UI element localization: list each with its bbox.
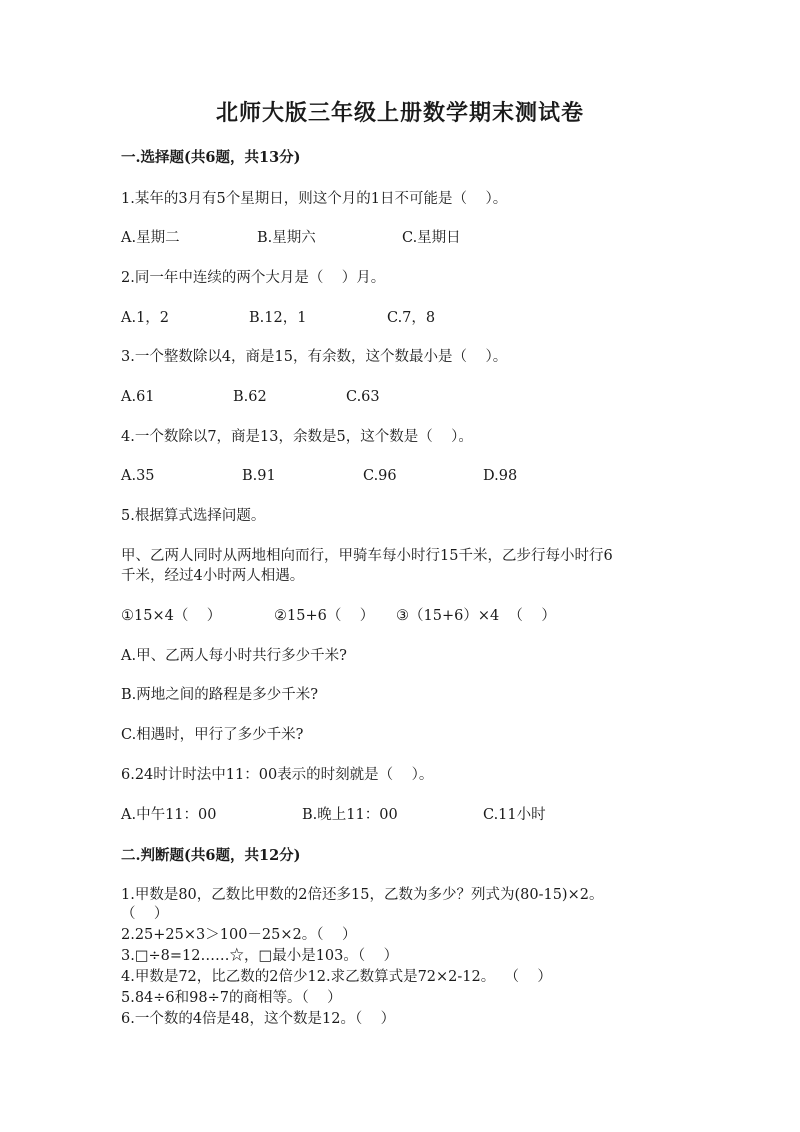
question-5: 5.根据算式选择问题。 — [121, 508, 266, 524]
q5-choice-b: B.两地之间的路程是多少千米? — [121, 687, 319, 703]
q4-option-c: C.96 — [363, 468, 397, 484]
question-1: 1.某年的3月有5个星期日，则这个月的1日不可能是（ ）。 — [121, 191, 508, 207]
question-4: 4.一个数除以7，商是13，余数是5，这个数是（ ）。 — [121, 429, 473, 445]
q5-formula-3: ③（15+6）×4 （ ） — [396, 608, 556, 624]
judgement-item-1-bracket: （ ） — [121, 906, 169, 922]
q5-paragraph-line-1: 甲、乙两人同时从两地相向而行，甲骑车每小时行15千米，乙步行每小时行6 — [121, 548, 613, 564]
q1-option-a: A.星期二 — [121, 230, 180, 246]
q4-option-a: A.35 — [121, 468, 155, 484]
q5-formula-2: ②15+6（ ） — [274, 608, 375, 624]
judgement-item-2: 2.25+25×3＞100－25×2。（ ） — [121, 927, 357, 943]
q2-option-a: A.1，2 — [121, 310, 170, 326]
q3-option-b: B.62 — [233, 389, 267, 405]
question-3: 3.一个整数除以4，商是15，有余数，这个数最小是（ ）。 — [121, 349, 508, 365]
q6-option-a: A.中午11：00 — [121, 807, 217, 823]
q4-option-b: B.91 — [242, 468, 276, 484]
q2-option-c: C.7，8 — [387, 310, 436, 326]
section-heading-judgement: 二.判断题(共6题，共12分) — [121, 847, 301, 864]
q3-option-a: A.61 — [121, 389, 155, 405]
judgement-item-4: 4.甲数是72，比乙数的2倍少12.求乙数算式是72×2-12。 （ ） — [121, 969, 552, 985]
section-heading-choice: 一.选择题(共6题，共13分) — [121, 149, 301, 166]
judgement-item-3: 3.□÷8=12……☆，□最小是103。（ ） — [121, 948, 399, 964]
q1-option-b: B.星期六 — [257, 230, 316, 246]
q6-option-c: C.11小时 — [483, 807, 546, 823]
q4-option-d: D.98 — [483, 468, 518, 484]
question-6: 6.24时计时法中11：00表示的时刻就是（ ）。 — [121, 767, 434, 783]
q5-choice-c: C.相遇时，甲行了多少千米? — [121, 727, 304, 743]
q5-choice-a: A.甲、乙两人每小时共行多少千米? — [121, 648, 347, 664]
judgement-item-5: 5.84÷6和98÷7的商相等。（ ） — [121, 990, 342, 1006]
q5-formula-1: ①15×4（ ） — [121, 608, 222, 624]
q6-option-b: B.晚上11：00 — [302, 807, 398, 823]
q3-option-c: C.63 — [346, 389, 380, 405]
question-2: 2.同一年中连续的两个大月是（ ）月。 — [121, 270, 386, 286]
judgement-item-1: 1.甲数是80，乙数比甲数的2倍还多15，乙数为多少？列式为(80-15)×2。 — [121, 887, 604, 903]
judgement-item-6: 6.一个数的4倍是48，这个数是12。（ ） — [121, 1011, 396, 1027]
q1-option-c: C.星期日 — [402, 230, 461, 246]
q2-option-b: B.12，1 — [249, 310, 307, 326]
q5-paragraph-line-2: 千米，经过4小时两人相遇。 — [121, 568, 305, 584]
page-title: 北师大版三年级上册数学期末测试卷 — [215, 100, 584, 126]
